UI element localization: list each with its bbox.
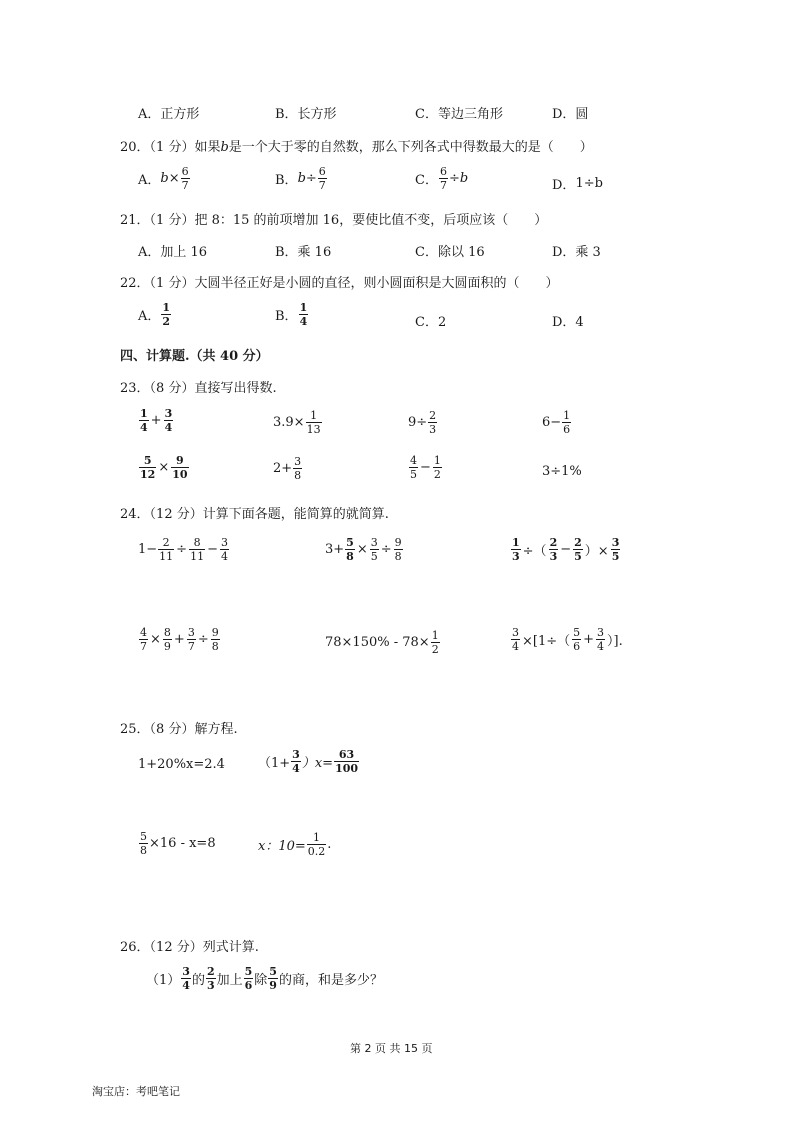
part-text: 除 (254, 973, 268, 988)
operator: × (158, 460, 170, 475)
q26-stem: 26．（12 分）列式计算. (120, 940, 259, 955)
q20-option-c (415, 166, 468, 191)
fraction-num: 3 (512, 626, 519, 639)
operator: × (356, 542, 368, 557)
fraction-den: 9 (269, 979, 277, 992)
q22-stem: 22．（1 分）大圆半径正好是小圆的直径，则小圆面积是大圆面积的（ ） (120, 276, 559, 291)
fraction-num: 5 (269, 965, 277, 978)
fraction-den: 3 (549, 550, 558, 563)
fraction-num: 1 (310, 409, 318, 422)
fraction-den: 9 (163, 640, 171, 653)
fraction-den: 6 (573, 640, 581, 653)
fraction-num: 1 (299, 301, 308, 314)
q24-expr-2 (325, 537, 404, 562)
q25-stem: 25．（8 分）解方程. (120, 722, 238, 737)
fraction-den: 8 (294, 469, 302, 482)
fraction-num: 2 (429, 409, 437, 422)
fraction-den: 2 (431, 643, 439, 656)
fraction-den: 6 (563, 423, 571, 436)
q21-option-d: D．乘 3 (552, 245, 601, 260)
q20-option-a-pre: b× (160, 171, 180, 186)
fraction-num: 1 (433, 454, 441, 467)
fraction-den: 8 (346, 550, 354, 563)
fraction-den: 8 (394, 550, 402, 563)
fraction-num: 5 (573, 626, 581, 639)
fraction-num: 4 (410, 454, 417, 467)
q23-expr-8: 3÷1% (542, 464, 582, 479)
fraction-num: 8 (193, 536, 201, 549)
q23-expr-1 (138, 408, 174, 433)
q20-option-a (138, 166, 191, 191)
q25-eq-3 (138, 831, 216, 856)
fraction-num: 1 (431, 629, 439, 642)
fraction-num: 3 (220, 536, 228, 549)
q24-expr-6 (510, 627, 624, 652)
fraction-den: 7 (140, 640, 147, 653)
q20-option-a-label: A． (138, 173, 161, 188)
q19-option-c: C．等边三角形 (415, 107, 503, 122)
fraction-num: 6 (318, 165, 326, 178)
expr-prefix: 1− (138, 542, 158, 557)
q25-eq-4 (258, 832, 331, 857)
q25-eq-1: 1+20%x=2.4 (138, 757, 225, 772)
q26-part-1 (146, 966, 383, 991)
operator: − (207, 542, 218, 557)
fraction-den: 5 (410, 468, 417, 481)
fraction-num: 2 (162, 536, 170, 549)
fraction-num: 3 (597, 626, 605, 639)
fraction-den: 7 (181, 179, 189, 192)
q24-expr-3 (510, 537, 621, 562)
fraction-num: 5 (244, 965, 253, 978)
fraction-den: 13 (306, 423, 321, 436)
fraction-den: 6 (244, 979, 253, 992)
q23-expr-2 (273, 410, 323, 435)
operator: − (420, 460, 431, 475)
q20-var: b (220, 140, 229, 155)
fraction-num: 5 (346, 536, 354, 549)
q23-expr-5 (138, 455, 190, 480)
fraction-num: 3 (292, 748, 300, 761)
fraction-num: 9 (394, 536, 402, 549)
expr-prefix: （1+ (258, 756, 291, 771)
fraction-num: 3 (294, 455, 302, 468)
expr-prefix: 2+ (273, 461, 293, 476)
q20-stem-text: 20．（1 分）如果 (120, 140, 221, 155)
q21-option-b: B．乘 16 (275, 245, 332, 260)
fraction-den: 2 (162, 315, 171, 328)
q23-expr-6 (273, 456, 303, 481)
fraction-num: 3 (164, 407, 173, 420)
fraction-den: 12 (140, 468, 156, 481)
fraction-den: 4 (292, 762, 300, 775)
part-label: （1） (146, 973, 181, 988)
fraction-num: 6 (181, 165, 189, 178)
q20-option-d (552, 174, 603, 193)
fraction-num: 1 (140, 407, 148, 420)
shop-watermark: 淘宝店：考吧笔记 (92, 1085, 180, 1098)
q20-stem-rest: 是一个大于零的自然数，那么下列各式中得数最大的是（ ） (228, 140, 593, 155)
fraction-num: 1 (563, 409, 571, 422)
part-text: 加上 (216, 973, 243, 988)
operator: × (150, 632, 161, 647)
fraction-den: 10 (172, 468, 188, 481)
expr-prefix: 3.9× (273, 415, 305, 430)
operator: ）× (584, 544, 609, 559)
fraction-den: 3 (206, 979, 215, 992)
fraction-num: 1 (162, 301, 171, 314)
fraction-den: 8 (140, 844, 147, 857)
fraction-den: 4 (512, 640, 519, 653)
q21-stem: 21．（1 分）把 8：15 的前项增加 16，要使比值不变，后项应该（ ） (120, 213, 548, 228)
q22-option-a-label: A． (138, 309, 161, 324)
section-title: 四、计算题.（共 40 分） (120, 349, 269, 364)
fraction-den: 8 (211, 640, 219, 653)
operator: + (150, 413, 162, 428)
operator: − (560, 542, 572, 557)
fraction-num: 2 (574, 536, 582, 549)
fraction-num: 9 (176, 454, 184, 467)
fraction-den: 4 (597, 640, 605, 653)
expr-prefix: x：10= (258, 839, 306, 854)
expr-prefix: 3+ (325, 542, 345, 557)
fraction-den: 4 (140, 421, 148, 434)
fraction-den: 5 (370, 550, 378, 563)
q24-stem: 24．（12 分）计算下面各题，能简算的就简算. (120, 507, 389, 522)
q23-expr-3 (408, 410, 438, 435)
q19-option-a: A．正方形 (138, 107, 200, 122)
operator: ）]. (607, 634, 623, 649)
fraction-num: 3 (370, 536, 378, 549)
fraction-num: 6 (439, 165, 447, 178)
fraction-num: 3 (187, 626, 195, 639)
q21-option-a: A．加上 16 (138, 245, 208, 260)
q20-option-b (275, 166, 328, 191)
fraction-den: 3 (429, 423, 437, 436)
operator: ×[1÷（ (522, 634, 571, 649)
q22-option-a (138, 302, 172, 327)
q20-stem (120, 136, 593, 155)
q24-expr-1 (138, 537, 230, 562)
fraction-num: 4 (140, 626, 147, 639)
q20-option-d-expr: 1÷b (575, 176, 603, 191)
q23-stem: 23．（8 分）直接写出得数. (120, 381, 277, 396)
fraction-num: 1 (512, 536, 520, 549)
fraction-den: 7 (187, 640, 195, 653)
expr-prefix: 9÷ (408, 415, 428, 430)
fraction-den: 5 (574, 550, 582, 563)
q21-option-c: C．除以 16 (415, 245, 485, 260)
expr-suffix: ×16 - x=8 (149, 836, 216, 851)
fraction-den: 4 (220, 550, 228, 563)
fraction-den: 4 (299, 315, 308, 328)
q19-option-b: B．长方形 (275, 107, 337, 122)
expr-prefix: 6− (542, 415, 562, 430)
fraction-num: 8 (163, 626, 171, 639)
q20-option-b-label: B． (275, 173, 298, 188)
q20-option-b-pre: b÷ (297, 171, 317, 186)
q20-option-c-post: ÷b (448, 171, 469, 186)
q23-expr-4 (542, 410, 572, 435)
part-text: 的 (191, 973, 205, 988)
fraction-den: 11 (159, 550, 174, 563)
q22-option-c: C．2 (415, 315, 447, 330)
q22-option-b (275, 302, 309, 327)
expr-prefix: 78×150% - 78× (325, 635, 430, 650)
operator: ÷（ (522, 544, 547, 559)
fraction-num: 3 (182, 965, 190, 978)
operator: ÷ (197, 632, 209, 647)
fraction-num: 3 (611, 536, 620, 549)
q22-option-b-label: B． (275, 309, 298, 324)
fraction-num: 5 (143, 454, 152, 467)
page-number: 第 2 页 共 15 页 (350, 1042, 433, 1055)
q20-option-c-label: C． (415, 173, 438, 188)
fraction-den: 11 (190, 550, 205, 563)
expr-suffix: . (327, 837, 332, 852)
operator: ÷ (380, 542, 392, 557)
q22-option-d: D．4 (552, 315, 584, 330)
fraction-den: 7 (318, 179, 326, 192)
fraction-den: 4 (164, 421, 173, 434)
fraction-den: 3 (512, 550, 520, 563)
fraction-num: 1 (313, 831, 321, 844)
q23-expr-7 (408, 455, 443, 480)
fraction-num: 9 (211, 626, 219, 639)
fraction-num: 2 (206, 965, 215, 978)
q25-eq-2 (258, 749, 360, 774)
part-text: 的商，和是多少？ (278, 973, 383, 988)
operator: ÷ (176, 542, 188, 557)
fraction-num: 5 (140, 830, 147, 843)
fraction-num: 63 (338, 748, 355, 761)
fraction-den: 4 (182, 979, 190, 992)
operator: + (173, 632, 185, 647)
fraction-den: 2 (433, 468, 441, 481)
fraction-den: 5 (611, 550, 620, 563)
q19-option-d: D．圆 (552, 107, 589, 122)
expr-middle: ）x= (301, 756, 334, 771)
operator: + (583, 632, 595, 647)
fraction-num: 2 (549, 536, 558, 549)
q20-option-d-label: D． (552, 178, 576, 193)
fraction-den: 0.2 (307, 845, 326, 858)
q24-expr-5 (325, 630, 441, 655)
fraction-den: 7 (439, 179, 447, 192)
fraction-den: 100 (335, 762, 359, 775)
q24-expr-4 (138, 627, 221, 652)
